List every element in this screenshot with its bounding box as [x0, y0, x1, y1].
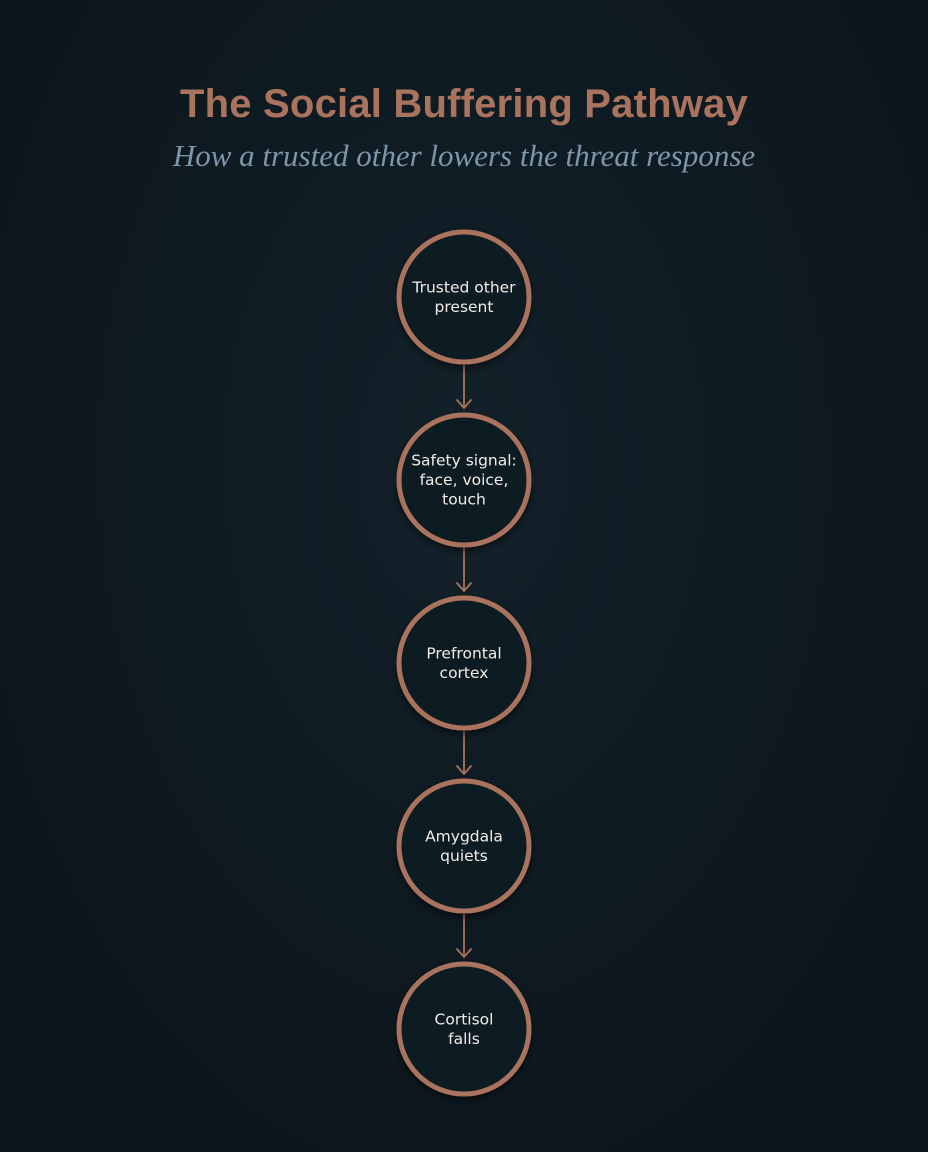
pathway-node [399, 415, 529, 545]
node-label-line: Trusted other [412, 278, 516, 297]
node-label-line: quiets [440, 846, 488, 865]
node-label-line: present [434, 297, 494, 316]
node-label-line: Amygdala [425, 827, 503, 846]
diagram-title: The Social Buffering Pathway [180, 82, 748, 126]
node-label-line: cortex [439, 663, 489, 682]
node-label-line: falls [448, 1029, 480, 1048]
node-label-line: face, voice, [419, 471, 509, 489]
node-label-line: touch [442, 490, 486, 509]
flow-arrow [457, 914, 471, 957]
pathway-node [399, 964, 529, 1094]
pathway-node [399, 232, 529, 362]
pathway-node [399, 598, 529, 728]
node-label-line: Cortisol [434, 1010, 494, 1029]
node-label-line: Safety signal: [411, 451, 517, 470]
flow-arrow [457, 731, 471, 774]
flow-arrow [457, 548, 471, 591]
flow-arrow [457, 365, 471, 408]
pathway-node [399, 781, 529, 911]
node-group [399, 232, 529, 1094]
diagram-subtitle: How a trusted other lowers the threat response [172, 138, 756, 173]
node-label-line: Prefrontal [426, 644, 502, 663]
